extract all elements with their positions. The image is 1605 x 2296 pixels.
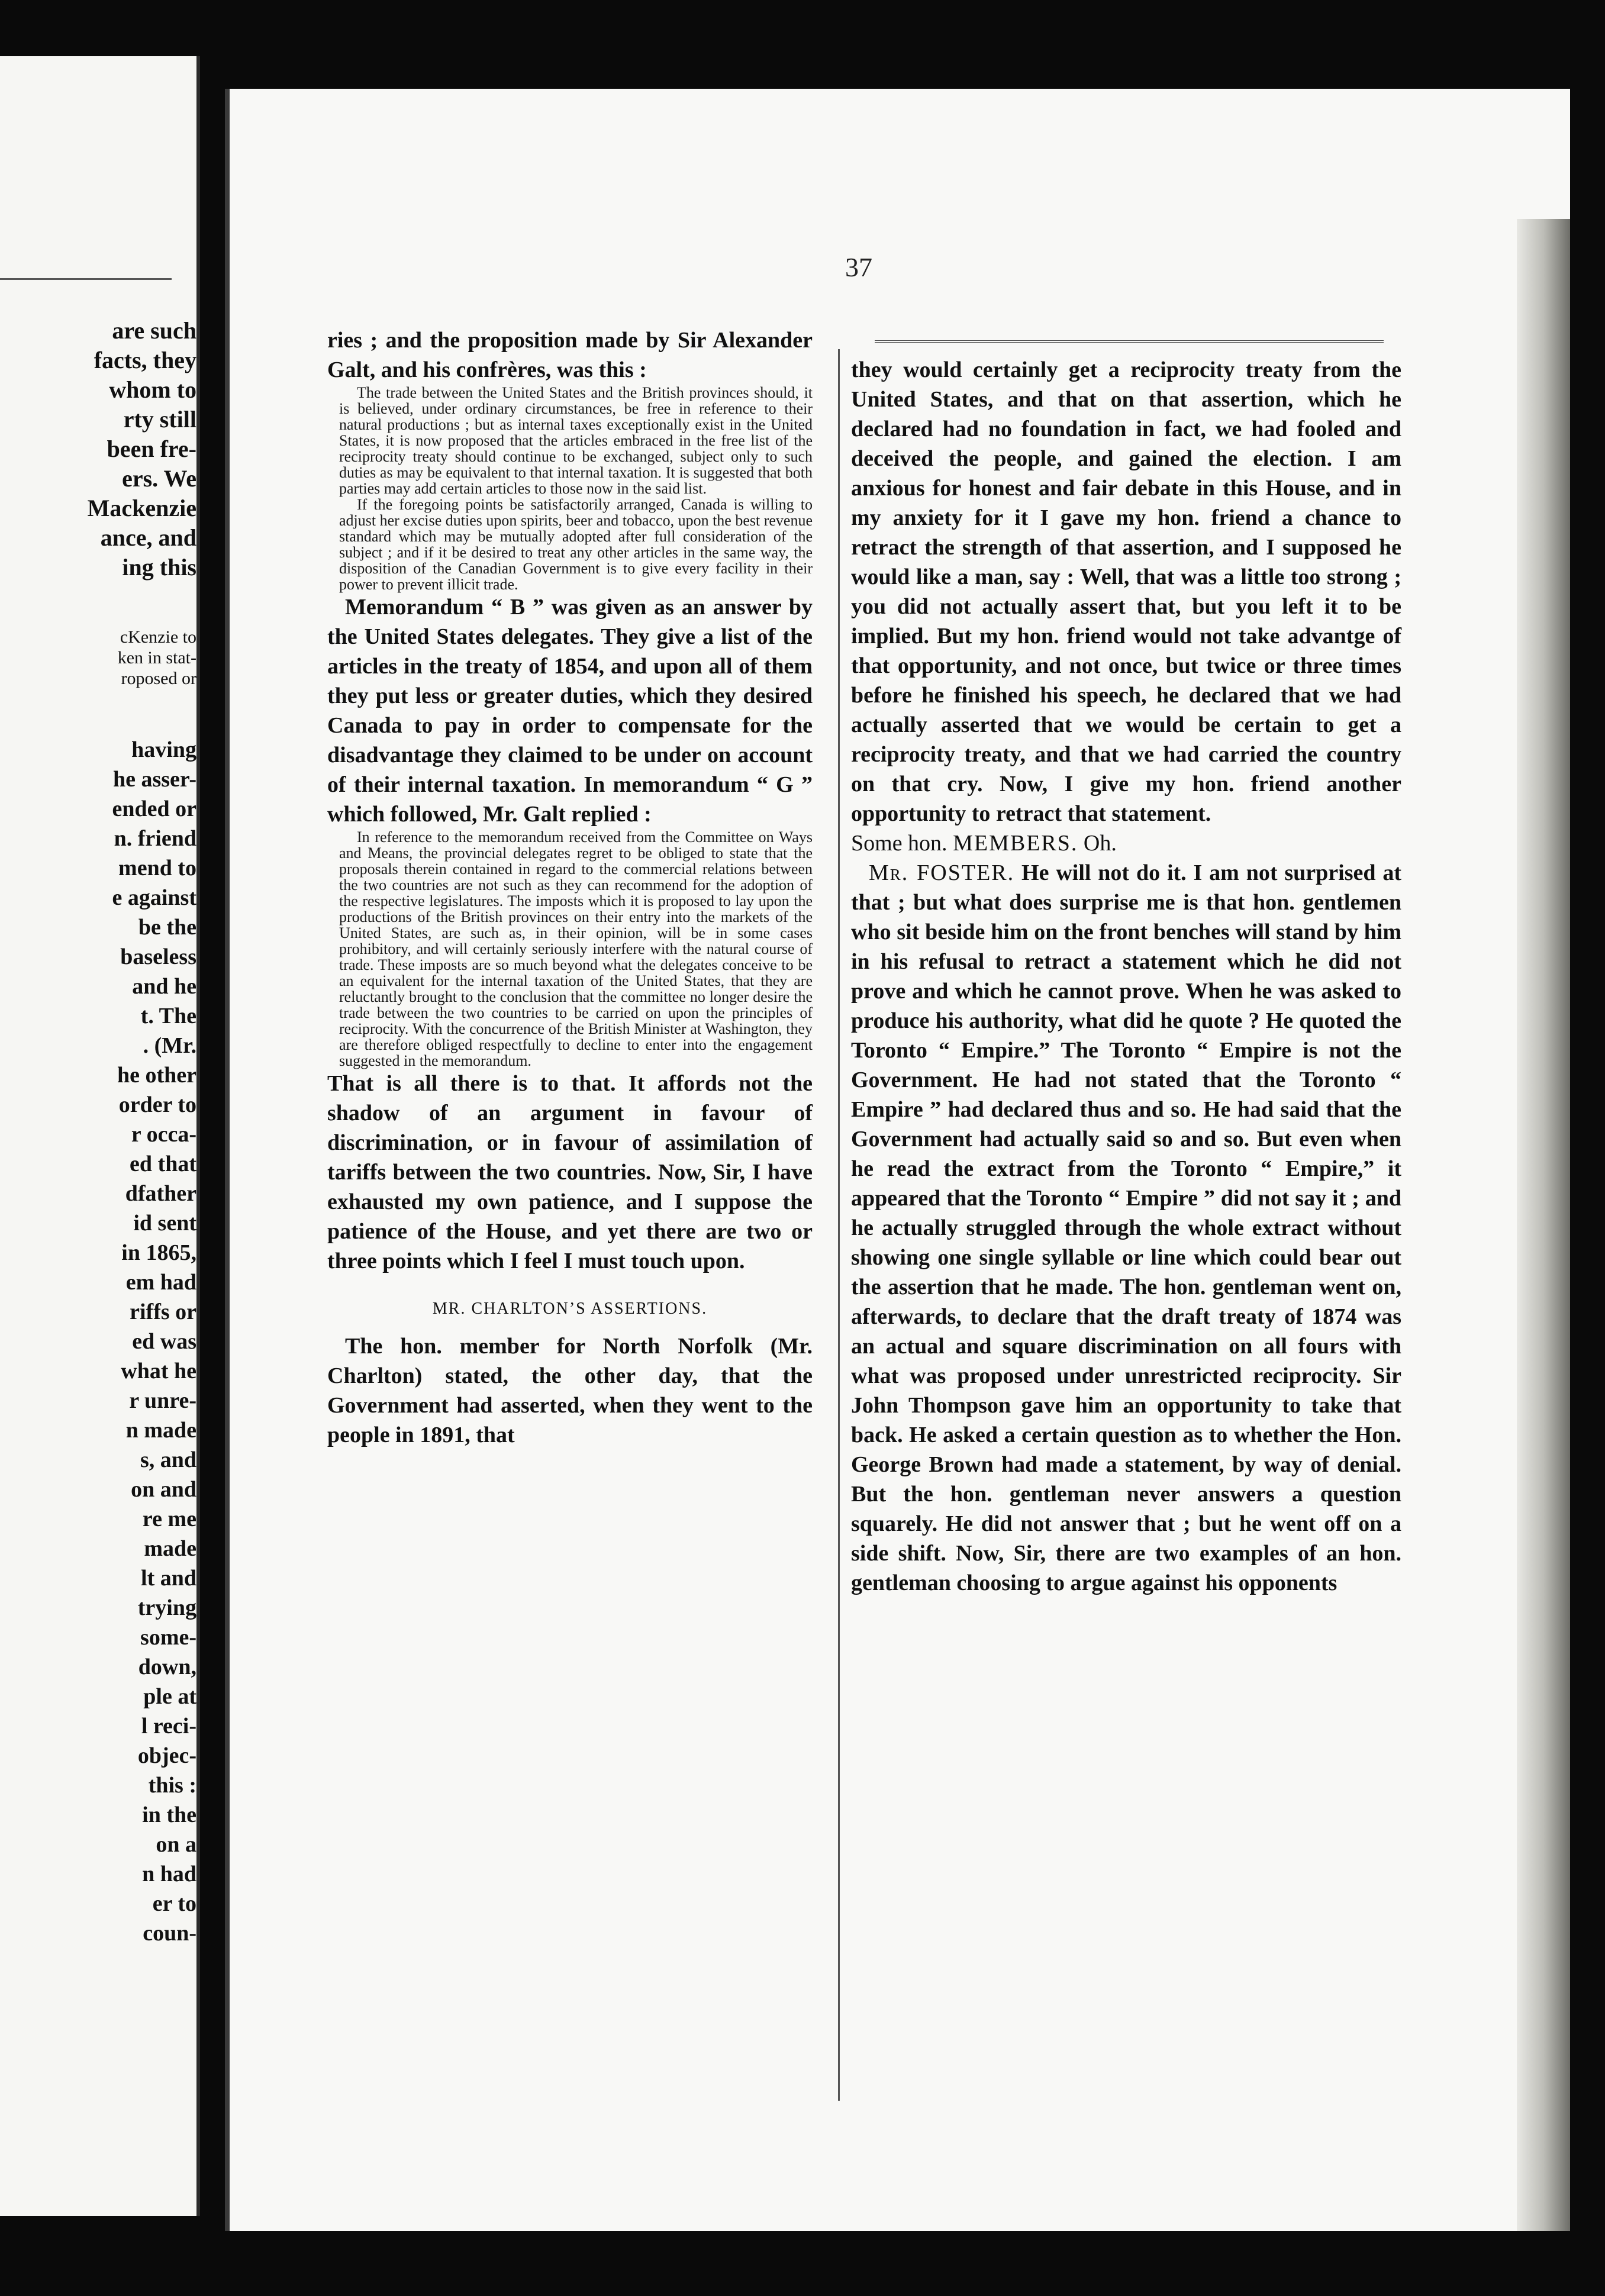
- facing-page-fragment: [0, 56, 200, 2216]
- intro-paragraph: ries ; and the proposition made by Sir Alexander Galt, and his confrères, was this :: [327, 328, 813, 382]
- interjection-text: Oh.: [1083, 831, 1117, 856]
- facing-line: em had: [125, 1270, 196, 1295]
- interjection-speaker: MEMBERS.: [953, 831, 1078, 856]
- facing-line: made: [144, 1536, 196, 1561]
- header-rule: [875, 340, 1384, 343]
- facing-line: n made: [125, 1418, 196, 1443]
- facing-line: ing this: [122, 554, 196, 581]
- facing-line: are such: [112, 317, 196, 344]
- continuation-paragraph: they would certainly get a reciprocity treaty from the United States, and that on that assertion, which he declared had no foundation in fact, we had fooled and deceived the people, and gained the election. I am anxious for honest and fair debate in this House, and in my anxiety for it I gave my hon. friend a chance to retract the strength of that assertion, and I supposed he would like a man, say : Well, that was a little too strong ; you did not actually assert that, but you left it to be implied. But my hon. friend would not take advantge of that opportunity, and not once, but twice or three times before he finished his speech, he declared that we had actually asserted that we would be certain to get a reciprocity treaty, and that we had carried the country on that cry. Now, I give my hon. friend another opportunity to retract that statement.: [851, 357, 1401, 826]
- quoted-reply-paragraph: In reference to the memorandum received from the Committee on Ways and Means, the provincial delegates regret to be obliged to state that the proposals therein contained in regard to the commercial relations between the two countries are not such as they can recommend for the adoption of the respective legislatures. The imposts which it is proposed to lay upon the productions of the British provinces on their entry into the markets of the United States, are such as, in their opinion, will be in some cases prohibitory, and will certainly seriously interfere with the natural course of trade. These imposts are so much beyond what the delegates conceive to be an equivalent for the internal taxation of the United States, that they are reluctantly brought to the conclusion that the committee no longer desire the trade between the two countries to be carried on upon the principles of reciprocity. With the concurrence of the British Minister at Washington, they are therefore obliged respectfully to decline to enter into the engagement suggested in the memorandum.: [339, 828, 813, 1069]
- facing-line: e against: [112, 885, 196, 910]
- facing-line: l reci-: [141, 1714, 196, 1739]
- facing-line: facts, they: [94, 347, 196, 373]
- facing-line: and he: [132, 974, 196, 999]
- facing-line: down,: [138, 1655, 196, 1679]
- facing-line: trying: [137, 1595, 196, 1620]
- facing-line: re me: [142, 1507, 196, 1531]
- facing-line: lt and: [141, 1566, 196, 1591]
- left-column: [327, 325, 813, 1450]
- right-column: [851, 355, 1401, 1598]
- facing-line: on a: [156, 1832, 196, 1857]
- foster-paragraph: [851, 858, 1401, 1598]
- facing-line: t. The: [140, 1004, 196, 1028]
- facing-line: ance, and: [100, 524, 196, 551]
- interjection-prefix: Some hon.: [851, 831, 947, 856]
- facing-line: r occa-: [131, 1122, 196, 1147]
- main-page: [225, 89, 1570, 2231]
- facing-line: ple at: [143, 1684, 196, 1709]
- facing-line: he asser-: [112, 767, 196, 792]
- column-divider: [838, 349, 840, 2101]
- facing-line: having: [131, 737, 196, 762]
- facing-line: ers. We: [122, 465, 196, 492]
- facing-line: s, and: [140, 1447, 196, 1472]
- quoted-memorandum-paragraph: If the foregoing points be satisfactorily arranged, Canada is willing to adjust her excise duties upon spirits, beer and tobacco, upon the best revenue standard which may be mutually adopted after full consideration of the subject ; and if it be desired to treat any other articles in the same way, the disposition of the Canadian Government is to give every facility in their power to prevent illicit trade.: [339, 496, 813, 593]
- interjection: [851, 828, 1401, 858]
- facing-line: ed that: [130, 1152, 196, 1176]
- facing-line: . (Mr.: [143, 1033, 196, 1058]
- facing-line: he other: [117, 1063, 196, 1088]
- memorandum-b-paragraph: Memorandum “ B ” was given as an answer by the United States delegates. They give a list of the articles in the treaty of 1854, and upon all of them they put less or greater duties, which they desired Canada to pay in order to compensate for the disadvantage they claimed to be under on account of their internal taxation. In memorandum “ G ” which followed, Mr. Galt replied :: [327, 595, 813, 827]
- facing-line: objec-: [137, 1743, 196, 1768]
- section-heading: MR. CHARLTON’S ASSERTIONS.: [432, 1299, 708, 1318]
- facing-line: what he: [121, 1359, 196, 1384]
- quoted-memorandum-paragraph: The trade between the United States and the British provinces should, it is believed, under ordinary circumstances, be free in reference to their natural productions ; but as internal taxes exceptionally exist in the United States, it is now proposed that the articles embraced in the free list of the reciprocity treaty should continue to be exchanged, subject only to such duties as may be equivalent to that internal taxation. It is suggested that both parties may add certain articles to those now in the said list.: [339, 384, 813, 497]
- facing-line: cKenzie to: [120, 627, 196, 647]
- page-edge-shadow: [1517, 219, 1570, 2231]
- charlton-paragraph: The hon. member for North Norfolk (Mr. Charlton) stated, the other day, that the Government had asserted, when they went to the people in 1891, that: [327, 1334, 813, 1447]
- facing-line: n had: [142, 1862, 196, 1887]
- facing-page-rule: [0, 278, 172, 280]
- facing-line: be the: [138, 915, 196, 940]
- facing-line: on and: [131, 1477, 196, 1502]
- facing-line: been fre-: [107, 436, 196, 462]
- page-number: 37: [845, 252, 872, 282]
- facing-line: roposed or: [121, 669, 196, 688]
- facing-line: dfather: [125, 1181, 196, 1206]
- facing-line: n. friend: [114, 826, 196, 851]
- facing-line: ken in stat-: [117, 648, 196, 667]
- facing-line: r unre-: [129, 1388, 196, 1413]
- facing-line: Mackenzie: [87, 495, 196, 521]
- facing-line: rty still: [123, 406, 196, 433]
- conclusion-paragraph: That is all there is to that. It affords not the shadow of an argument in favour of discrimination, or in favour of assimilation of tariffs between the two countries. Now, Sir, I have exhausted my own patience, and I suppose the patience of the House, and yet there are two or three points which I feel I must touch upon.: [327, 1071, 813, 1273]
- facing-line: in 1865,: [121, 1240, 196, 1265]
- facing-line: riffs or: [130, 1299, 196, 1324]
- facing-line: ed was: [132, 1329, 196, 1354]
- facing-line: er to: [152, 1891, 196, 1916]
- facing-line: whom to: [109, 376, 196, 403]
- facing-line: order to: [118, 1092, 196, 1117]
- facing-line: some-: [140, 1625, 196, 1650]
- facing-line: in the: [142, 1802, 196, 1827]
- speaker-name: Mr. FOSTER.: [869, 860, 1015, 885]
- facing-line: ended or: [112, 796, 196, 821]
- facing-line: baseless: [120, 944, 196, 969]
- facing-line: mend to: [118, 856, 196, 881]
- facing-line: coun-: [143, 1921, 196, 1946]
- facing-line: id sent: [133, 1211, 196, 1236]
- speech-text: He will not do it. I am not surprised at that ; but what does surprise me is that hon. gentlemen who sit beside him on the front benches will stand by him in his refusal to retract a statement which he did not prove and which he cannot prove. When he was asked to produce his authority, what did he quote ? He quoted the Toronto “ Empire.” The Toronto “ Empire is not the Government. He had not stated that the Toronto “ Empire ” had declared thus and so. He had said that the Government had actually said so and so. But even when he read the extract from the Toronto “ Empire,” it appeared that the Toronto “ Empire ” did not say it ; and he actually struggled through the whole extract without showing one single syllable or line which could bear out the assertion that he made. The hon. gentleman went on, afterwards, to declare that the draft treaty of 1874 was an actual and square discrimination on all fours with what was proposed under unrestricted reciprocity. Sir John Thompson gave him an opportunity to take that back. He asked a certain question as to whether the Hon. George Brown had made a statement, by way of denial. But the hon. gentleman never answers a question squarely. He did not answer that ; but he went off on a side shift. Now, Sir, there are two examples of an hon. gentleman choosing to argue against his opponents: [851, 860, 1402, 1595]
- facing-line: this :: [148, 1773, 196, 1798]
